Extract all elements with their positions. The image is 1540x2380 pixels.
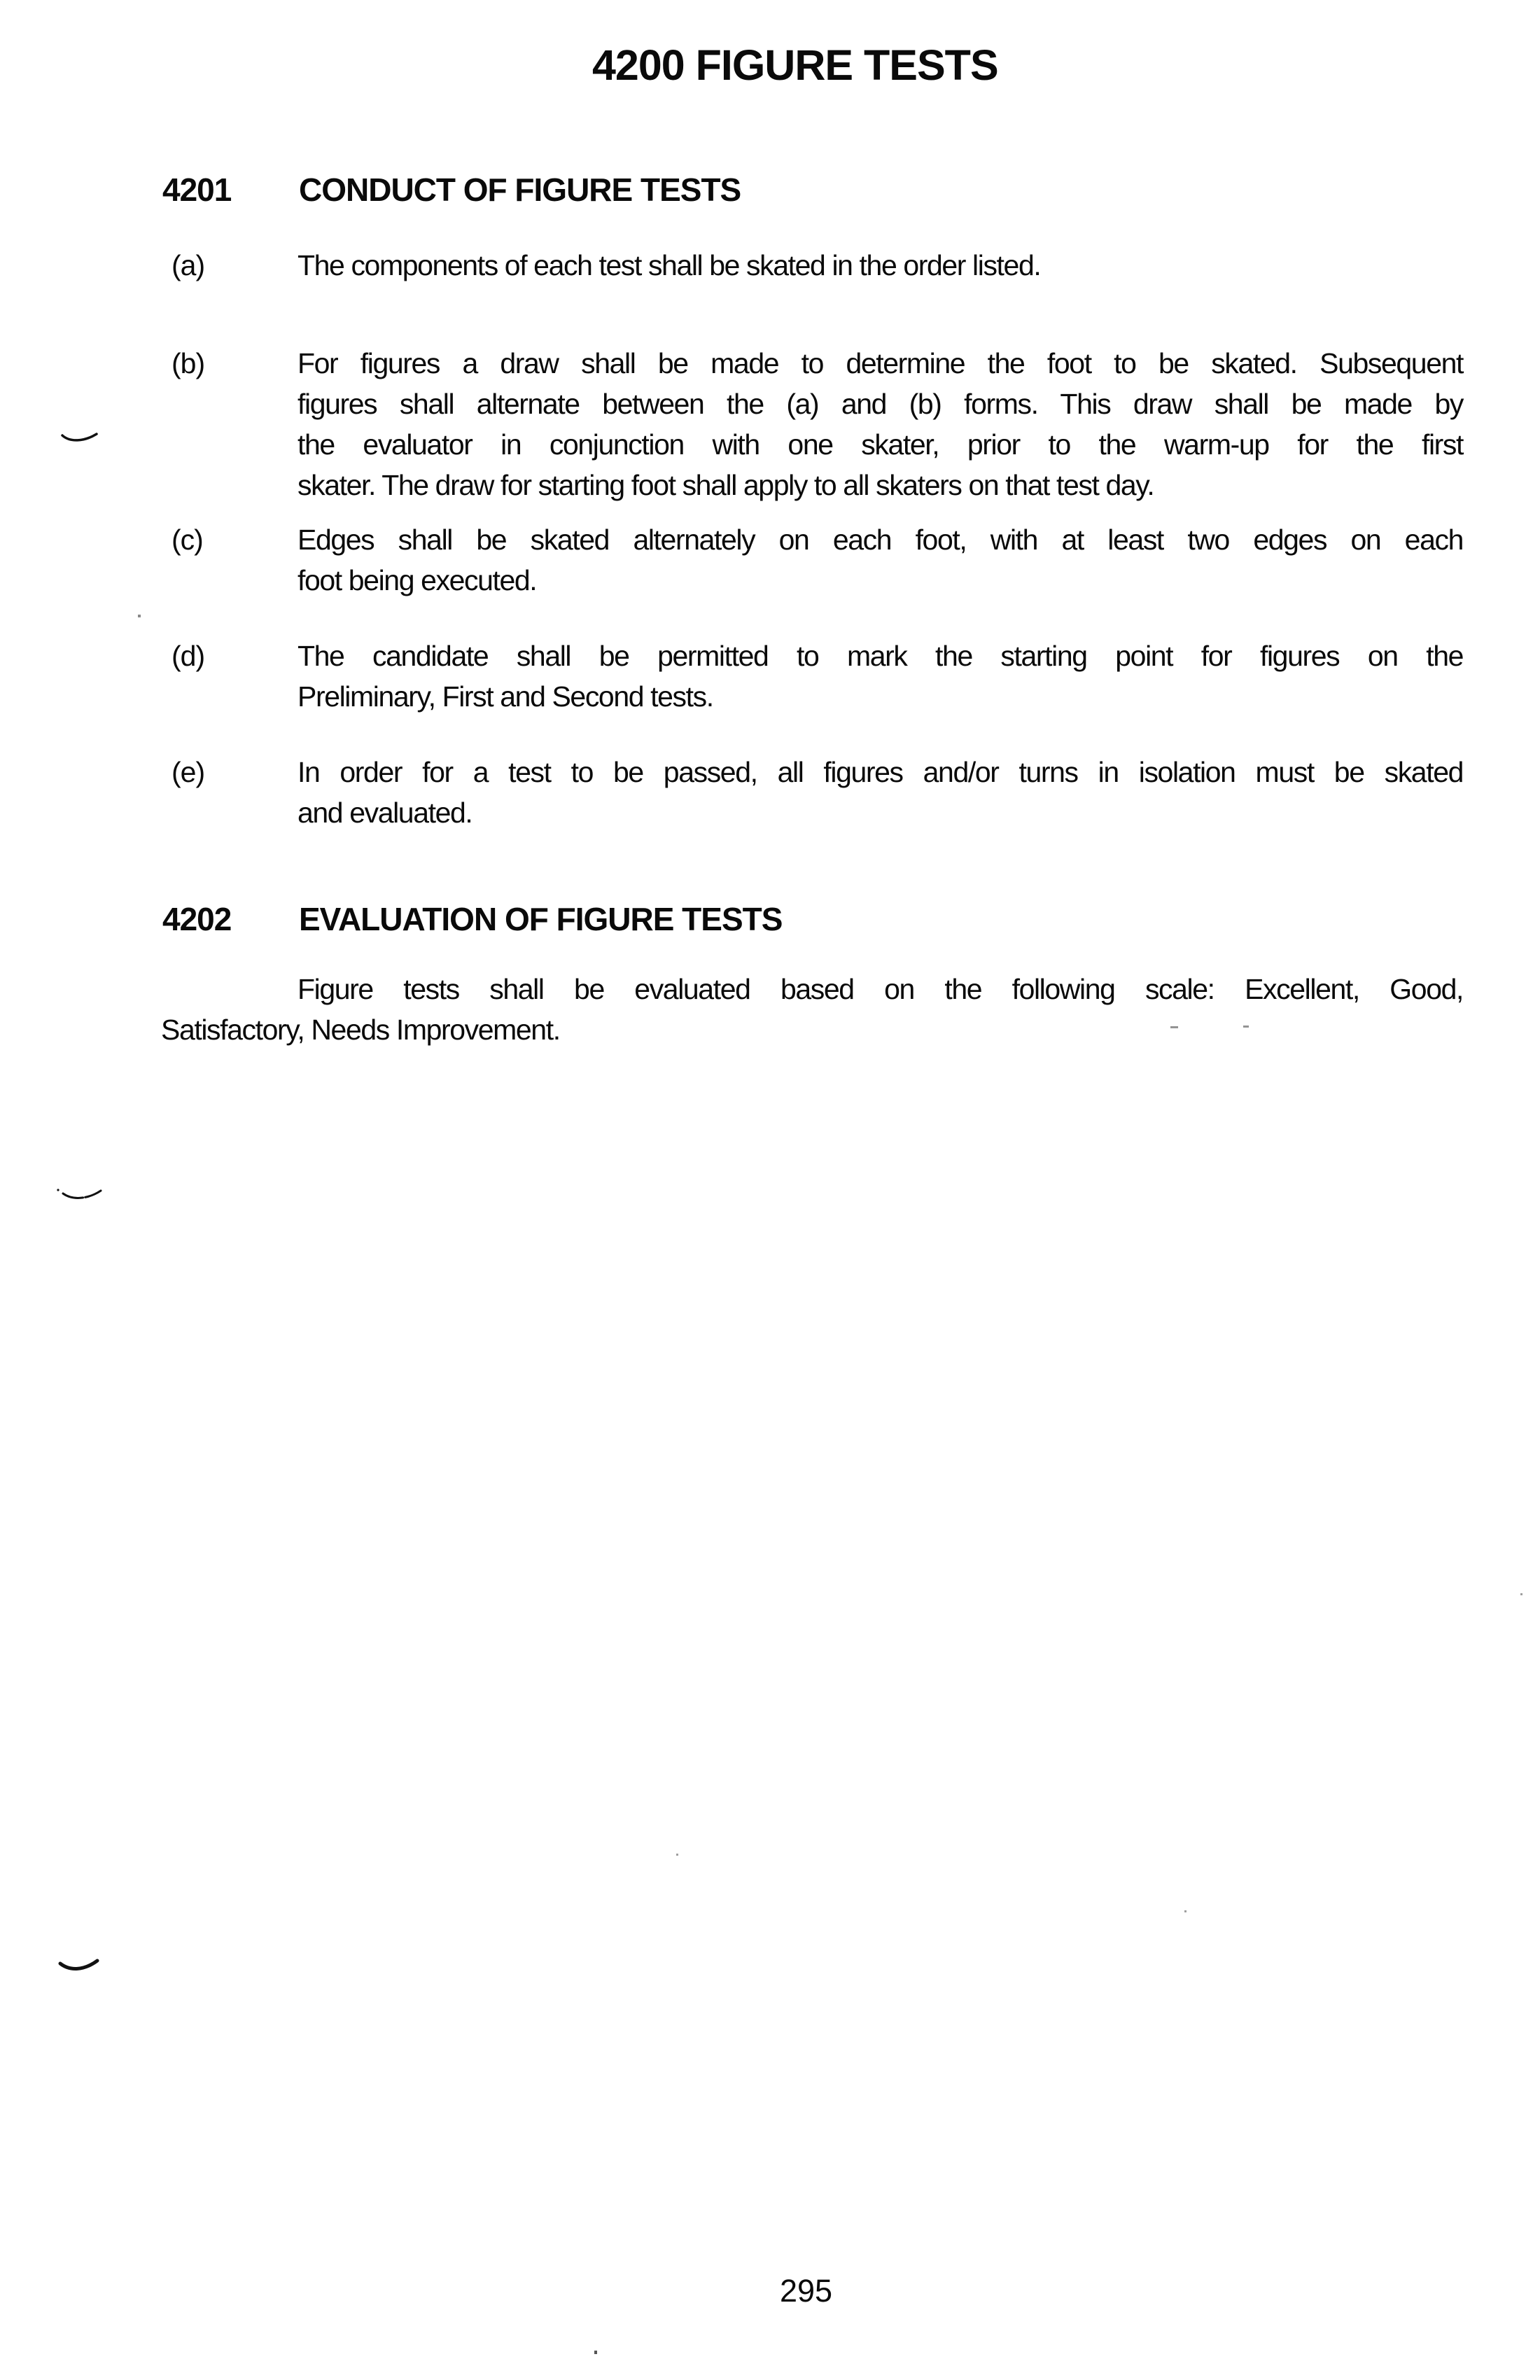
scan-speckle: [676, 1854, 678, 1856]
scan-speckle: [1170, 1026, 1178, 1028]
section-4202-paragraph: [161, 969, 1463, 1050]
item-b-line-1: For figures a draw shall be made to determine the foot to be skated. Subsequent: [298, 347, 1463, 379]
scan-speckle: [1184, 1910, 1186, 1912]
item-a-label: (a): [172, 249, 205, 281]
document-title: 4200 FIGURE TESTS: [592, 41, 998, 89]
scan-speckle: [1520, 1593, 1522, 1595]
item-b-line-2: figures shall alternate between the (a) and (b) forms. This draw shall be made by: [298, 388, 1463, 420]
handwritten-tick-mark-3: [57, 1957, 101, 1974]
item-c-line-1: Edges shall be skated alternately on each foot, with at least two edges on each: [298, 524, 1463, 556]
page-number: 295: [780, 2273, 833, 2309]
item-e-line-1: In order for a test to be passed, all figures and/or turns in isolation must be skated: [298, 756, 1463, 788]
item-d-label: (d): [172, 640, 205, 672]
item-e-label: (e): [172, 756, 205, 788]
section-4201-heading: CONDUCT OF FIGURE TESTS: [299, 172, 741, 208]
scan-speckle: [594, 2351, 597, 2354]
scan-speckle: [138, 615, 141, 617]
item-c-label: (c): [172, 524, 203, 556]
item-c-line-2: foot being executed.: [298, 564, 537, 596]
item-d-line-2: Preliminary, First and Second tests.: [298, 680, 713, 713]
item-a-line-1: The components of each test shall be skated in the order listed.: [298, 249, 1041, 281]
section-4201-number: 4201: [162, 172, 232, 208]
item-e-text: [298, 752, 1463, 833]
item-a-text: [298, 245, 1463, 286]
item-b-text: [298, 343, 1463, 505]
item-b-line-4: skater. The draw for starting foot shall apply to all skaters on that test day.: [298, 469, 1154, 501]
section-4202-paragraph-line-2: Satisfactory, Needs Improvement.: [161, 1014, 560, 1046]
item-b-line-3: the evaluator in conjunction with one skater, prior to the warm-up for the first: [298, 428, 1463, 461]
handwritten-tick-mark-2: [56, 1186, 104, 1203]
section-4202-paragraph-line-1: Figure tests shall be evaluated based on the following scale: Excellent, Good,: [298, 973, 1463, 1005]
section-4202-number: 4202: [162, 901, 232, 937]
item-c-text: [298, 519, 1463, 601]
item-d-text: [298, 636, 1463, 717]
handwritten-tick-mark-1: [60, 430, 99, 446]
section-4202-heading: EVALUATION OF FIGURE TESTS: [299, 901, 783, 937]
item-d-line-1: The candidate shall be permitted to mark the starting point for figures on the: [298, 640, 1463, 672]
scan-speckle: [1243, 1026, 1249, 1028]
item-e-line-2: and evaluated.: [298, 797, 472, 829]
item-b-label: (b): [172, 347, 205, 379]
